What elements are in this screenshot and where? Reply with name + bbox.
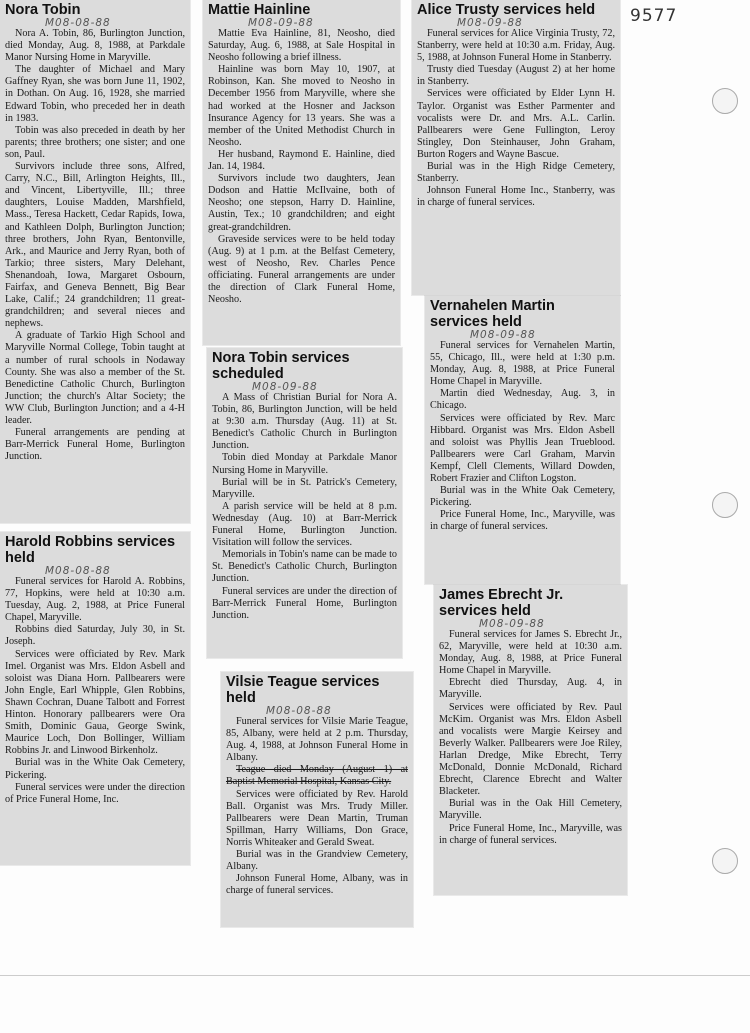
article-body — [212, 392, 397, 622]
handwritten-date: M08-09-88 — [248, 17, 314, 29]
page-edge — [0, 975, 750, 976]
paragraph: Services were officiated by Rev. Mark Imel. Organist was Mrs. Eldon Asbell and soloist was Diana Horn. Pallbearers were John Engle, Earl Whipple, Glen Robbins, Shawn Cochran, Duane Talbott and Forrest Hinton. Honorary pallbearers were Ora Smith, Dominic Gaua, George Swink, Maurice Loch, Don Bollinger, William Robbins Jr. and Linwood Birkenholz. — [5, 648, 185, 757]
paragraph: Funeral services for Harold A. Robbins, 77, Hopkins, were held at 10:30 a.m. Tuesday, Aug. 2, 1988, at Price Funeral Chapel, Maryville. — [5, 576, 185, 624]
paragraph: Funeral services for Vernahelen Martin, 55, Chicago, Ill., were held at 1:30 p.m. Monday, Aug. 8, 1988, at Price Funeral Home Chapel in Maryville. — [430, 340, 615, 388]
clipping-harold-robbins — [0, 532, 190, 865]
paragraph: Funeral services for Alice Virginia Trusty, 72, Stanberry, were held at 10:30 a.m. Friday, Aug. 5, 1988, at Johnson Funeral Home in Stanberry. — [417, 28, 615, 64]
paragraph: Burial was in the Grandview Cemetery, Albany. — [226, 849, 408, 873]
handwritten-date: M08-09-88 — [252, 381, 318, 393]
paragraph: A graduate of Tarkio High School and Maryville Normal College, Tobin taught at a number of rural schools in Nodaway County. She was also a member of the St. Benedictine Catholic Church, Burlington Junction; the church's Altar Society; the WW Club, Burlington Junction; and a 4-H leader. — [5, 330, 185, 426]
clipping-nora-tobin-services — [207, 348, 402, 658]
paragraph: Robbins died Saturday, July 30, in St. Joseph. — [5, 624, 185, 648]
paragraph: Services were officiated by Rev. Paul McKim. Organist was Mrs. Eldon Asbell and vocalists were Margie Keirsey and Beverly Walker. Pallbearers were Joe Riley, Harlan Dredge, Mike Ebrecht, Terry McDonald, Donnie McDonald, Richard Ebrecht, Clarence Ebrecht and Walter Blacketer. — [439, 701, 622, 798]
paragraph: Funeral arrangements are pending at Barr-Merrick Funeral Home, Burlington Junction. — [5, 427, 185, 463]
paragraph: Graveside services were to be held today (Aug. 9) at 1 p.m. at the Belfast Cemetery, west of Neosho, Rev. Charles Pence officiating. Funeral arrangements are under the direction of Clark Funeral Home, Neosho. — [208, 233, 395, 306]
paragraph: Burial was in the High Ridge Cemetery, Stanberry. — [417, 161, 615, 185]
paragraph: Services were officiated by Elder Lynn H. Taylor. Organist was Esther Parmenter and vocalists were Dr. and Mrs. A.L. Carlin. Pallbearers were Gene Fullington, Leroy Stingley, Don Steinhauser, John Graham, Burton Rogers and Wayne Bascue. — [417, 88, 615, 160]
paragraph: Services were officiated by Rev. Harold Ball. Organist was Mrs. Trudy Miller. Pallbearers were Dean Martin, Truman Spillman, Harry Williams, Don Grace, Norris Whiteaker and Gerald Sweat. — [226, 788, 408, 848]
clipping-james-ebrecht — [434, 585, 627, 895]
paragraph: Services were officiated by Rev. Marc Hibbard. Organist was Mrs. Eldon Asbell and soloist was Phyllis Jean Trueblood. Pallbearers were Carl Graham, Marvin Kempf, Clell Clements, Willard Dowden, Robert Frazier and Clifton Logston. — [430, 412, 615, 485]
page-number: 9577 — [630, 6, 678, 26]
paragraph: Tobin died Monday at Parkdale Manor Nursing Home in Maryville. — [212, 452, 397, 476]
paragraph: Tobin was also preceded in death by her parents; three brothers; one sister; and one son, Paul. — [5, 124, 185, 160]
paragraph: Trusty died Tuesday (August 2) at her home in Stanberry. — [417, 64, 615, 88]
article-body — [439, 629, 622, 847]
paragraph: Burial was in the White Oak Cemetery, Pickering. — [5, 757, 185, 781]
paragraph: Funeral services are under the direction of Barr-Merrick Funeral Home, Burlington Junction. — [212, 585, 397, 621]
article-body — [5, 576, 185, 806]
article-body — [417, 28, 615, 209]
headline: Vernahelen Martin services held — [430, 298, 555, 330]
clipping-vernahelen-martin — [425, 296, 620, 584]
paragraph: Price Funeral Home, Inc., Maryville, was in charge of funeral services. — [439, 822, 622, 846]
clipping-vilsie-teague — [221, 672, 413, 927]
paragraph: The daughter of Michael and Mary Gaffney Ryan, she was born June 11, 1902, in Dothan. On Aug. 16, 1928, she married Edward Tobin, who preceded her in death in 1983. — [5, 64, 185, 124]
headline: Mattie Hainline — [208, 2, 311, 18]
headline: Alice Trusty services held — [417, 2, 596, 18]
headline: Vilsie Teague services held — [226, 674, 380, 706]
paragraph: Ebrecht died Thursday, Aug. 4, in Maryville. — [439, 677, 622, 701]
article-body — [430, 340, 615, 534]
article-body — [208, 28, 395, 306]
paragraph: Price Funeral Home, Inc., Maryville, was in charge of funeral services. — [430, 509, 615, 533]
paragraph: Funeral services for Vilsie Marie Teague, 85, Albany, were held at 2 p.m. Thursday, Aug. 4, 1988, at Johnson Funeral Home in Albany. — [226, 716, 408, 764]
paragraph: Burial will be in St. Patrick's Cemetery, Maryville. — [212, 476, 397, 500]
handwritten-date: M08-09-88 — [479, 618, 545, 630]
paragraph: Teague died Monday (August 1) at Baptist Memorial Hospital, Kansas City. — [226, 764, 408, 788]
paragraph: Mattie Eva Hainline, 81, Neosho, died Saturday, Aug. 6, 1988, at Sale Hospital in Neosho following a brief illness. — [208, 28, 395, 64]
handwritten-date: M08-08-88 — [266, 705, 332, 717]
paragraph: A parish service will be held at 8 p.m. Wednesday (Aug. 10) at Barr-Merrick Funeral Home, Burlington Junction. Visitation will follow the services. — [212, 500, 397, 549]
paragraph: Memorials in Tobin's name can be made to St. Benedict's Catholic Church, Burlington Junction. — [212, 549, 397, 585]
paragraph: Funeral services were under the direction of Price Funeral Home, Inc. — [5, 781, 185, 805]
paragraph: Johnson Funeral Home, Albany, was in charge of funeral services. — [226, 873, 408, 897]
punch-hole — [712, 492, 738, 518]
headline: Harold Robbins services held — [5, 534, 176, 566]
paragraph: A Mass of Christian Burial for Nora A. Tobin, 86, Burlington Junction, will be held at 9:30 a.m. Thursday (Aug. 11) at St. Benedict's Catholic Church in Burlington Junction. — [212, 392, 397, 452]
headline: Nora Tobin — [5, 2, 81, 18]
paragraph: Survivors include three sons, Alfred, Carry, N.C., Bill, Arlington Heights, Ill., and Vincent, Libertyville, Ill.; three daughters, Louise Madden, Marshfield, Mass., Teresa Hackett, Cedar Rapids, Iowa, and Kathleen Dolph, Burlington Junction; three brothers, John Ryan, Bentonville, Ark., and Maurice and Jerry Ryan, both of Tarkio; three sisters, Mary Delehant, Shenandoah, Iowa, Margaret Osbourn, Fairfax, and Geneva Bennett, Big Bear Lake, Calif.; 24 grandchildren; 11 great-grandchildren; and several nieces and nephews. — [5, 161, 185, 330]
punch-hole — [712, 848, 738, 874]
handwritten-date: M08-09-88 — [457, 17, 523, 29]
headline: James Ebrecht Jr. services held — [439, 587, 564, 619]
handwritten-date: M08-08-88 — [45, 17, 111, 29]
paragraph: Martin died Wednesday, Aug. 3, in Chicago. — [430, 388, 615, 412]
paragraph: Funeral services for James S. Ebrecht Jr., 62, Maryville, were held at 10:30 a.m. Monday, Aug. 8, 1988, at Price Funeral Home Chapel in Maryville. — [439, 629, 622, 677]
article-body — [5, 28, 185, 463]
paragraph: Burial was in the Oak Hill Cemetery, Maryville. — [439, 798, 622, 822]
punch-hole — [712, 88, 738, 114]
article-body — [226, 716, 408, 897]
paragraph: Burial was in the White Oak Cemetery, Pickering. — [430, 485, 615, 509]
paragraph: Hainline was born May 10, 1907, at Robinson, Kan. She moved to Neosho in December 1956 from Maryville, where she had worked at the Hosner and Jackson Insurance Agency for 13 years. She was a member of the United Methodist Church in Neosho. — [208, 64, 395, 148]
handwritten-date: M08-09-88 — [470, 329, 536, 341]
paragraph: Survivors include two daughters, Jean Dodson and Hattie McIlvaine, both of Neosho; one stepson, Harry D. Hainline, Austin, Tex.; 10 grandchildren; and eight great-grandchildren. — [208, 173, 395, 233]
clipping-mattie-hainline — [203, 0, 400, 345]
paragraph: Her husband, Raymond E. Hainline, died Jan. 14, 1984. — [208, 148, 395, 173]
paragraph: Johnson Funeral Home Inc., Stanberry, was in charge of funeral services. — [417, 185, 615, 209]
clipping-nora-tobin-obituary — [0, 0, 190, 523]
paragraph: Nora A. Tobin, 86, Burlington Junction, died Monday, Aug. 8, 1988, at Parkdale Manor Nursing Home in Maryville. — [5, 28, 185, 64]
headline: Nora Tobin services scheduled — [212, 350, 350, 382]
handwritten-date: M08-08-88 — [45, 565, 111, 577]
clipping-alice-trusty — [412, 0, 620, 295]
